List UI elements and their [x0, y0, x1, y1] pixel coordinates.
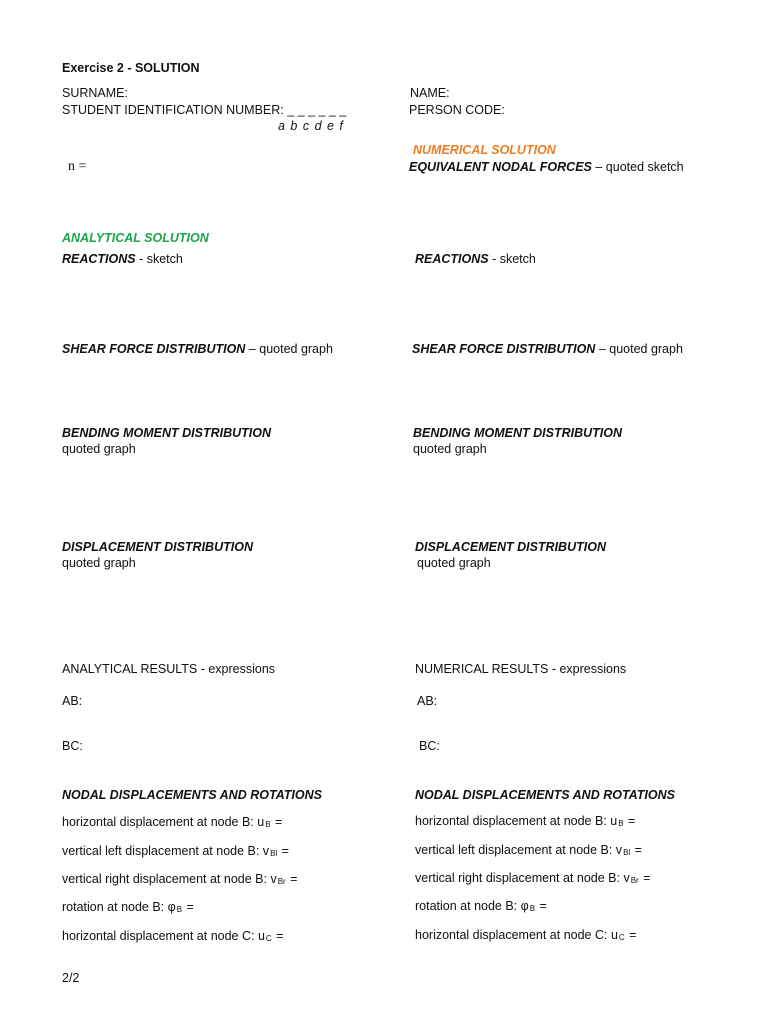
right-reactions-heading: REACTIONS - sketch [415, 252, 536, 266]
left-displacement-heading: DISPLACEMENT DISTRIBUTION [62, 540, 253, 554]
left-nodal-row: rotation at node B: $\varphi_B$ = [62, 900, 194, 914]
left-nodal-row: vertical right displacement at node B: $v_{Br}$ = [62, 872, 298, 886]
left-displacement-subtitle: quoted graph [62, 556, 136, 570]
right-bending-heading: BENDING MOMENT DISTRIBUTION [413, 426, 623, 440]
left-bending-subtitle: quoted graph [62, 442, 136, 456]
left-ab-label: AB: [62, 694, 83, 708]
student-id-letters: a b c d e f [278, 119, 344, 133]
right-nodal-row: vertical right displacement at node B: $v_{Br}$ = [415, 871, 651, 885]
person-code-label: PERSON CODE: [409, 103, 505, 117]
equivalent-nodal-forces-heading: EQUIVALENT NODAL FORCES – quoted sketch [409, 160, 684, 174]
right-ab-label: AB: [417, 694, 438, 708]
name-label: NAME: [410, 86, 450, 100]
analytical-solution-heading: ANALYTICAL SOLUTION [62, 231, 209, 245]
left-shear-heading: SHEAR FORCE DISTRIBUTION – quoted graph [62, 342, 333, 356]
left-nodal-row: horizontal displacement at node C: $u_C$ = [62, 929, 284, 943]
student-id-label: STUDENT IDENTIFICATION NUMBER: _ _ _ _ _ _ [62, 103, 347, 117]
right-shear-heading: SHEAR FORCE DISTRIBUTION – quoted graph [412, 342, 683, 356]
right-nodal-row: rotation at node B: $\varphi_B$ = [415, 899, 547, 913]
n-label: n = [68, 159, 87, 174]
analytical-results-heading: ANALYTICAL RESULTS - expressions [62, 662, 276, 676]
left-nodal-row: vertical left displacement at node B: $v_{Bl}$ = [62, 844, 289, 858]
left-nodal-row: horizontal displacement at node B: $u_B$ = [62, 815, 283, 829]
right-displacement-subtitle: quoted graph [417, 556, 491, 570]
left-nodal-heading: NODAL DISPLACEMENTS AND ROTATIONS [62, 788, 322, 802]
left-bending-heading: BENDING MOMENT DISTRIBUTION [62, 426, 272, 440]
left-bc-label: BC: [62, 739, 83, 753]
left-reactions-heading: REACTIONS - sketch [62, 252, 183, 266]
page-number: 2/2 [62, 971, 80, 985]
page-title: Exercise 2 - SOLUTION [62, 61, 200, 75]
right-nodal-row: horizontal displacement at node C: $u_C$ = [415, 928, 637, 942]
right-bending-subtitle: quoted graph [413, 442, 487, 456]
numerical-results-heading: NUMERICAL RESULTS - expressions [415, 662, 627, 676]
right-nodal-row: vertical left displacement at node B: $v_{Bl}$ = [415, 843, 642, 857]
right-bc-label: BC: [419, 739, 440, 753]
right-displacement-heading: DISPLACEMENT DISTRIBUTION [415, 540, 606, 554]
right-nodal-heading: NODAL DISPLACEMENTS AND ROTATIONS [415, 788, 675, 802]
numerical-solution-heading: NUMERICAL SOLUTION [413, 143, 556, 157]
right-nodal-row: horizontal displacement at node B: $u_B$ = [415, 814, 636, 828]
surname-label: SURNAME: [62, 86, 128, 100]
